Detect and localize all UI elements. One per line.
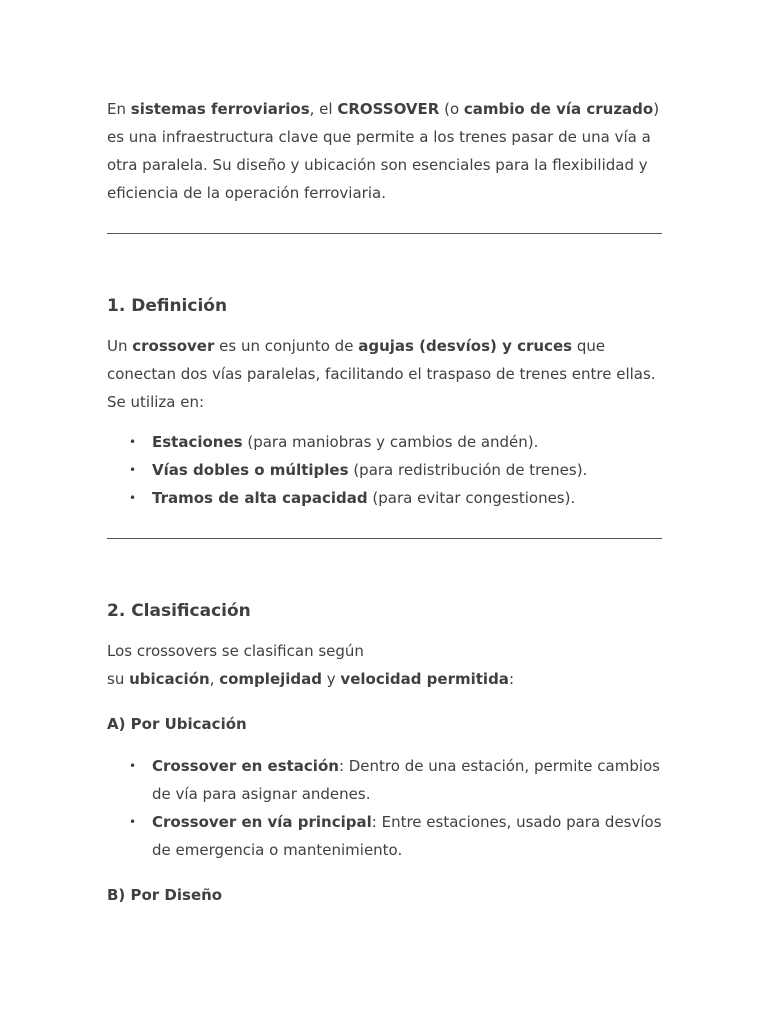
paragraph-text: , <box>209 670 220 688</box>
intro-bold-term: cambio de vía cruzado <box>463 100 654 118</box>
subsection-title: B) Por Diseño <box>107 886 223 904</box>
bullet-icon: • <box>129 815 137 829</box>
intro-text: ) es una infraestructura clave que permite a los trenes pasar de una vía a otra paralela. Su diseño y ubicación son esenciales para la flexibilidad y eficiencia de la operación ferroviaria. <box>107 100 660 202</box>
bold-term: agujas (desvíos) y cruces <box>358 337 573 355</box>
bullet-icon: • <box>129 435 137 449</box>
list-item-bold: Tramos de alta capacidad <box>152 489 368 507</box>
section-title: 2. Clasificación <box>107 601 251 621</box>
section-paragraph <box>107 332 662 416</box>
list-item-text: (para maniobras y cambios de andén). <box>242 433 539 451</box>
list-item-bold: Estaciones <box>152 433 243 451</box>
section-paragraph <box>107 637 662 693</box>
list-item-bold: Crossover en estación <box>152 757 339 775</box>
bold-term: ubicación <box>129 670 210 688</box>
intro-paragraph <box>107 95 662 207</box>
list-item-bold: Crossover en vía principal <box>152 813 372 831</box>
paragraph-text: y <box>322 670 341 688</box>
bullet-list <box>107 752 662 864</box>
intro-text: (o <box>439 100 464 118</box>
list-item-text: : Dentro de una estación, permite cambios de vía para asignar andenes. <box>152 757 660 803</box>
list-item-text: (para redistribución de trenes). <box>348 461 588 479</box>
list-item-text: (para evitar congestiones). <box>367 489 576 507</box>
list-item-text: : Entre estaciones, usado para desvíos de emergencia o mantenimiento. <box>152 813 662 859</box>
paragraph-text: su <box>107 670 130 688</box>
paragraph-text: que conectan dos vías paralelas, facilitando el traspaso de trenes entre ellas. Se utiliza en: <box>107 337 656 411</box>
list-item <box>107 484 662 512</box>
list-item <box>107 752 662 808</box>
list-item <box>107 456 662 484</box>
paragraph-text: Un <box>107 337 133 355</box>
bold-term: crossover <box>132 337 215 355</box>
intro-text: En <box>107 100 131 118</box>
list-item-bold: Vías dobles o múltiples <box>152 461 349 479</box>
intro-text: , el <box>309 100 338 118</box>
bold-term: velocidad permitida <box>340 670 509 688</box>
subsection-title: A) Por Ubicación <box>107 715 247 733</box>
intro-bold-term: CROSSOVER <box>337 100 440 118</box>
document-content <box>107 95 662 909</box>
bullet-icon: • <box>129 463 137 477</box>
list-item <box>107 808 662 864</box>
bullet-list <box>107 428 662 512</box>
list-item <box>107 428 662 456</box>
intro-bold-term: sistemas ferroviarios <box>130 100 310 118</box>
bold-term: complejidad <box>219 670 322 688</box>
section-title: 1. Definición <box>107 296 228 316</box>
paragraph-text: : <box>508 670 514 688</box>
bullet-icon: • <box>129 491 137 505</box>
paragraph-text: es un conjunto de <box>214 337 359 355</box>
paragraph-text: Los crossovers se clasifican según <box>107 642 364 660</box>
horizontal-divider <box>107 538 662 539</box>
bullet-icon: • <box>129 759 137 773</box>
horizontal-divider <box>107 233 662 234</box>
